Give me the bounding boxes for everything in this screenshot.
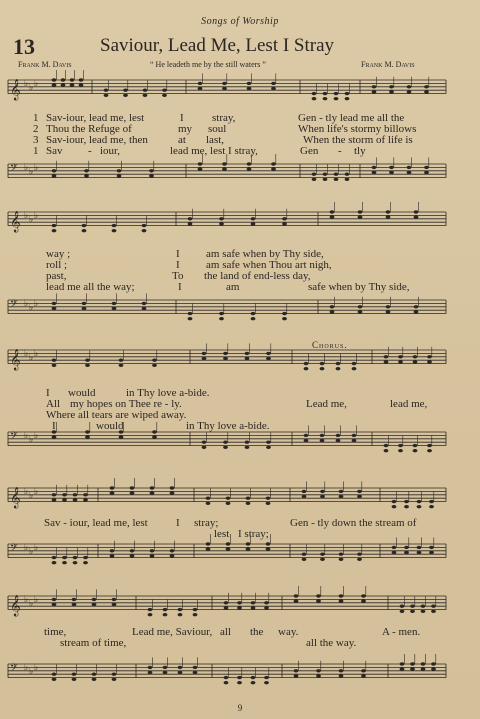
- lyric: all the way.: [306, 637, 357, 649]
- svg-text:♭: ♭: [29, 353, 34, 363]
- lyric: I: [176, 517, 180, 529]
- svg-text:♭: ♭: [24, 487, 29, 497]
- lyric: -: [88, 145, 92, 157]
- lyric: way.: [278, 626, 299, 638]
- svg-text:𝄞: 𝄞: [10, 595, 21, 617]
- lyric: would: [96, 420, 124, 432]
- svg-text:♭: ♭: [34, 487, 39, 497]
- svg-text:𝄢: 𝄢: [10, 298, 18, 312]
- svg-text:♭: ♭: [24, 163, 29, 173]
- svg-text:𝄞: 𝄞: [10, 487, 21, 509]
- verse-number: 1: [33, 145, 39, 157]
- svg-text:♭: ♭: [29, 215, 34, 225]
- svg-text:♭: ♭: [34, 431, 39, 441]
- page-number: 9: [237, 703, 243, 713]
- verse-number: 2: [33, 123, 39, 135]
- lyric: To: [172, 270, 184, 282]
- lyric: roll ;: [46, 259, 68, 271]
- svg-text:♭: ♭: [29, 667, 34, 677]
- svg-text:𝄢: 𝄢: [10, 430, 18, 444]
- svg-text:♭: ♭: [24, 431, 29, 441]
- lyric: A - men.: [382, 626, 421, 638]
- svg-text:𝄢: 𝄢: [10, 162, 18, 176]
- lyric: all: [220, 626, 231, 638]
- svg-text:𝄞: 𝄞: [10, 349, 21, 371]
- verse-number: 3: [33, 134, 39, 146]
- svg-text:♭: ♭: [34, 663, 39, 673]
- svg-text:♭: ♭: [24, 211, 29, 221]
- lyric: stray;: [194, 517, 219, 529]
- lyric: last,: [206, 134, 225, 146]
- lyric: stream of time,: [60, 637, 127, 649]
- lyric: Sav-iour, lead me, then: [46, 134, 148, 146]
- lyric: Sav: [46, 145, 63, 157]
- svg-text:♭: ♭: [29, 167, 34, 177]
- author-credit: Frank M. Davis: [361, 60, 415, 69]
- lyric: past,: [46, 270, 67, 282]
- svg-text:♭: ♭: [24, 349, 29, 359]
- epigraph: “ He leadeth me by the still waters ”: [150, 60, 266, 69]
- lyric: the land of end-less day,: [204, 270, 311, 282]
- lyric: safe when by Thy side,: [308, 281, 410, 293]
- lyric: lest: [214, 528, 230, 540]
- svg-text:♭: ♭: [29, 83, 34, 93]
- lyric: When life's stormy billows: [298, 123, 417, 135]
- lyric: the: [250, 626, 264, 638]
- lyric: I: [176, 248, 180, 260]
- lyric: I: [46, 387, 50, 399]
- lyric: Gen - tly down the stream of: [290, 517, 417, 529]
- lyric: my hopes on Thee re - ly.: [70, 398, 182, 410]
- lyric: am: [226, 281, 240, 293]
- lyric: Where all tears are wiped away.: [46, 409, 187, 421]
- lyric: time,: [44, 626, 67, 638]
- lyric: stray,: [212, 112, 236, 124]
- lyric: Gen - tly lead me all the: [298, 112, 405, 124]
- svg-text:♭: ♭: [29, 303, 34, 313]
- lyric: I stray;: [238, 528, 269, 540]
- svg-text:♭: ♭: [34, 595, 39, 605]
- lyric: lead me all the way;: [46, 281, 135, 293]
- svg-text:♭: ♭: [34, 79, 39, 89]
- lyric: in Thy love a-bide.: [126, 387, 210, 399]
- chorus-label: Chorus.: [312, 340, 348, 350]
- hymn-title: Saviour, Lead Me, Lest I Stray: [100, 35, 335, 56]
- svg-text:𝄢: 𝄢: [10, 542, 18, 556]
- lyric: way ;: [46, 248, 71, 260]
- lyric: Thou the Refuge of: [46, 123, 132, 135]
- lyric: in Thy love a-bide.: [186, 420, 270, 432]
- svg-text:♭: ♭: [29, 435, 34, 445]
- lyric: Lead me, Saviour,: [132, 626, 213, 638]
- lyric: lead me, lest I stray,: [170, 145, 258, 157]
- svg-text:𝄞: 𝄞: [10, 79, 21, 101]
- lyric: Sav - iour, lead me, lest: [44, 517, 148, 529]
- svg-text:♭: ♭: [34, 543, 39, 553]
- lyric: Lead me,: [306, 398, 347, 410]
- lyric: I: [52, 420, 56, 432]
- svg-text:♭: ♭: [24, 299, 29, 309]
- svg-text:♭: ♭: [24, 543, 29, 553]
- lyric: -: [338, 145, 342, 157]
- svg-text:♭: ♭: [29, 491, 34, 501]
- lyric: am safe when by Thy side,: [206, 248, 324, 260]
- svg-text:♭: ♭: [34, 299, 39, 309]
- lyric: iour,: [100, 145, 121, 157]
- lyric: lead me,: [390, 398, 428, 410]
- svg-text:♭: ♭: [24, 79, 29, 89]
- page-header: Songs of Worship: [201, 16, 279, 27]
- verse-number: 1: [33, 112, 39, 124]
- lyric: soul: [208, 123, 227, 135]
- lyric: Sav-iour, lead me, lest: [46, 112, 145, 124]
- svg-text:♭: ♭: [34, 211, 39, 221]
- lyric: am safe when Thou art nigh,: [206, 259, 332, 271]
- svg-text:♭: ♭: [24, 595, 29, 605]
- svg-text:♭: ♭: [34, 163, 39, 173]
- svg-text:♭: ♭: [29, 547, 34, 557]
- lyric: All: [46, 398, 61, 410]
- lyric: When the storm of life is: [303, 134, 413, 146]
- lyric: my: [178, 123, 193, 135]
- svg-text:♭: ♭: [24, 663, 29, 673]
- svg-text:𝄢: 𝄢: [10, 662, 18, 676]
- lyric: I: [178, 281, 182, 293]
- lyric: Gen: [300, 145, 319, 157]
- hymn-number: 13: [13, 34, 35, 59]
- svg-text:♭: ♭: [34, 349, 39, 359]
- composer-credit: Frank M. Davis: [18, 60, 72, 69]
- lyric: at: [178, 134, 186, 146]
- lyric: I: [176, 259, 180, 271]
- svg-text:𝄞: 𝄞: [10, 211, 21, 233]
- lyric: I: [180, 112, 184, 124]
- svg-text:♭: ♭: [29, 599, 34, 609]
- lyric: tly: [354, 145, 366, 157]
- lyric: would: [68, 387, 96, 399]
